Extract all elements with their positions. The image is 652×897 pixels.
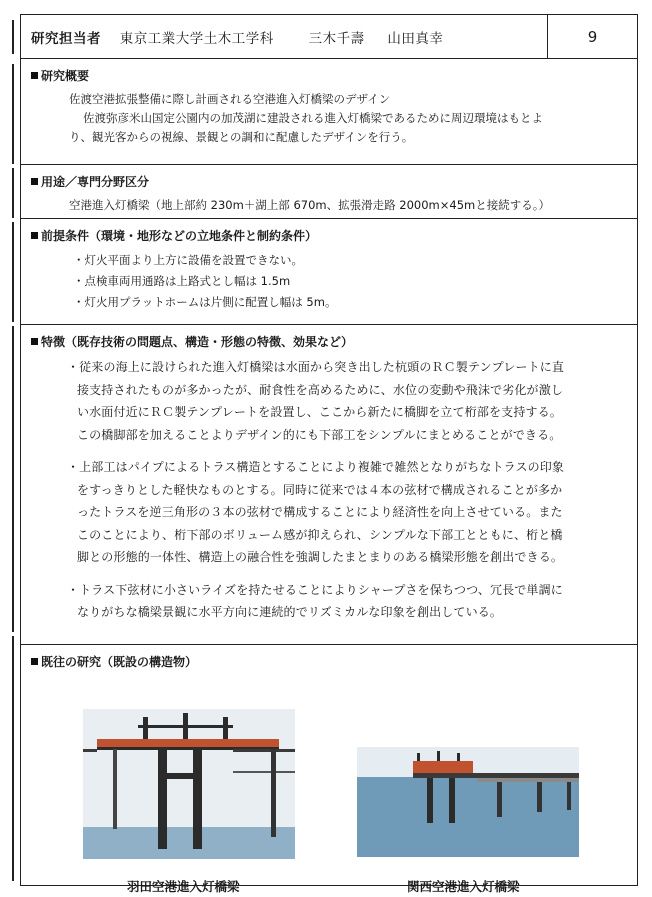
section-heading: 用途／専門分野区分 [31,173,627,190]
margin-rule [0,636,14,881]
overview-line: 佐渡弥彦米山国定公園内の加茂湖に建設される進入灯橋梁であるために周辺環境はもとよ [83,111,543,125]
conditions-list [31,250,627,313]
feature-line: 脚との形態的一体性、構造上の融合性を強調したまとまりのある橋梁形態を創出できる。 [77,550,564,564]
section-heading: 前提条件（環境・地形などの立地条件と制約条件） [31,227,627,244]
feature-line: ・上部工はパイプによるトラス構造とすることにより複雑で雑然となりがちなトラスの印象 [67,460,565,474]
section-heading: 既往の研究（既設の構造物） [31,653,627,670]
feature-bullet [31,579,627,624]
photo-caption: 羽田空港進入灯橋梁 [127,879,240,894]
margin-rule [0,64,14,164]
feature-line: なりがちな橋梁景観に水平方向に連続的でリズミカルな印象を創出している。 [77,605,503,619]
feature-line: このことにより、桁下部のボリューム感が抑えられ、シンプルな下部工とともに、桁と橋 [77,527,563,542]
square-bullet-icon [31,232,38,239]
margin-rule [0,222,14,322]
researcher-name-1: 三木千壽 [308,30,365,47]
feature-line: 接支持されたものが多かったが、耐食性を高めるために、水位の変動や飛沫で劣化が激し [77,382,564,397]
usage-text: 空港進入灯橋梁（地上部約 230m＋湖上部 670m、拡張滑走路 2000m×45mと接続する。） [69,198,550,212]
section-features [21,327,637,645]
section-conditions [21,221,637,325]
section-heading: 特徴（既存技術の問題点、構造・形態の特徴、効果など） [31,333,627,350]
section-heading: 研究概要 [31,67,627,84]
header-row [21,15,637,59]
feature-line: ・トラス下弦材に小さいライズを持たせることによりシャープさを保ちつつ、冗長で単調に [67,582,563,597]
section-overview [21,61,637,165]
affiliation: 東京工業大学土木工学科 [119,30,274,47]
margin-rule [0,168,14,218]
square-bullet-icon [31,178,38,185]
feature-line: この橋脚部を加えることよりデザイン的にも下部工をシンプルにまとめることができる。 [77,427,562,442]
researcher-name-2: 山田真幸 [387,30,444,47]
square-bullet-icon [31,72,38,79]
feature-line: をすっきりとした軽快なものとする。同時に従来では４本の弦材で構成されることが多か [77,482,563,497]
feature-line: ・従来の海上に設けられた進入灯橋梁は水面から突き出した杭頭のＲＣ製テンプレートに直 [67,360,565,374]
overview-line: 佐渡空港拡張整備に際し計画される空港進入灯橋梁のデザイン [69,92,391,106]
feature-line: い水面付近にＲＣ製テンプレートを設置し、ここから新たに橋脚を立て桁部を支持する。 [77,405,562,419]
square-bullet-icon [31,658,38,665]
page-number: 9 [547,15,637,58]
research-sheet [20,14,638,894]
margin-rule [0,20,14,54]
feature-bullet [31,456,627,569]
section-existing [21,647,637,894]
list-item: ・点検車両用通路は上路式とし幅は 1.5m [73,274,291,288]
list-item: ・灯火平面より上方に設備を設置できない。 [73,253,303,267]
feature-bullet [31,356,627,446]
kansai-bridge-photo [357,747,579,857]
list-item: ・灯火用プラットホームは片側に配置し幅は 5m。 [73,295,337,309]
researcher-info [21,27,547,47]
feature-line: ったトラスを逆三角形の３本の弦材で構成することにより経済性を向上させている。また [77,505,563,519]
section-usage [21,167,637,219]
photo-caption: 関西空港進入灯橋梁 [407,879,520,894]
square-bullet-icon [31,338,38,345]
margin-rule [0,326,14,632]
overview-line: り、観光客からの視線、景観との調和に配慮したデザインを行う。 [69,130,414,144]
researcher-label: 研究担当者 [31,30,101,47]
haneda-bridge-photo [83,709,295,859]
